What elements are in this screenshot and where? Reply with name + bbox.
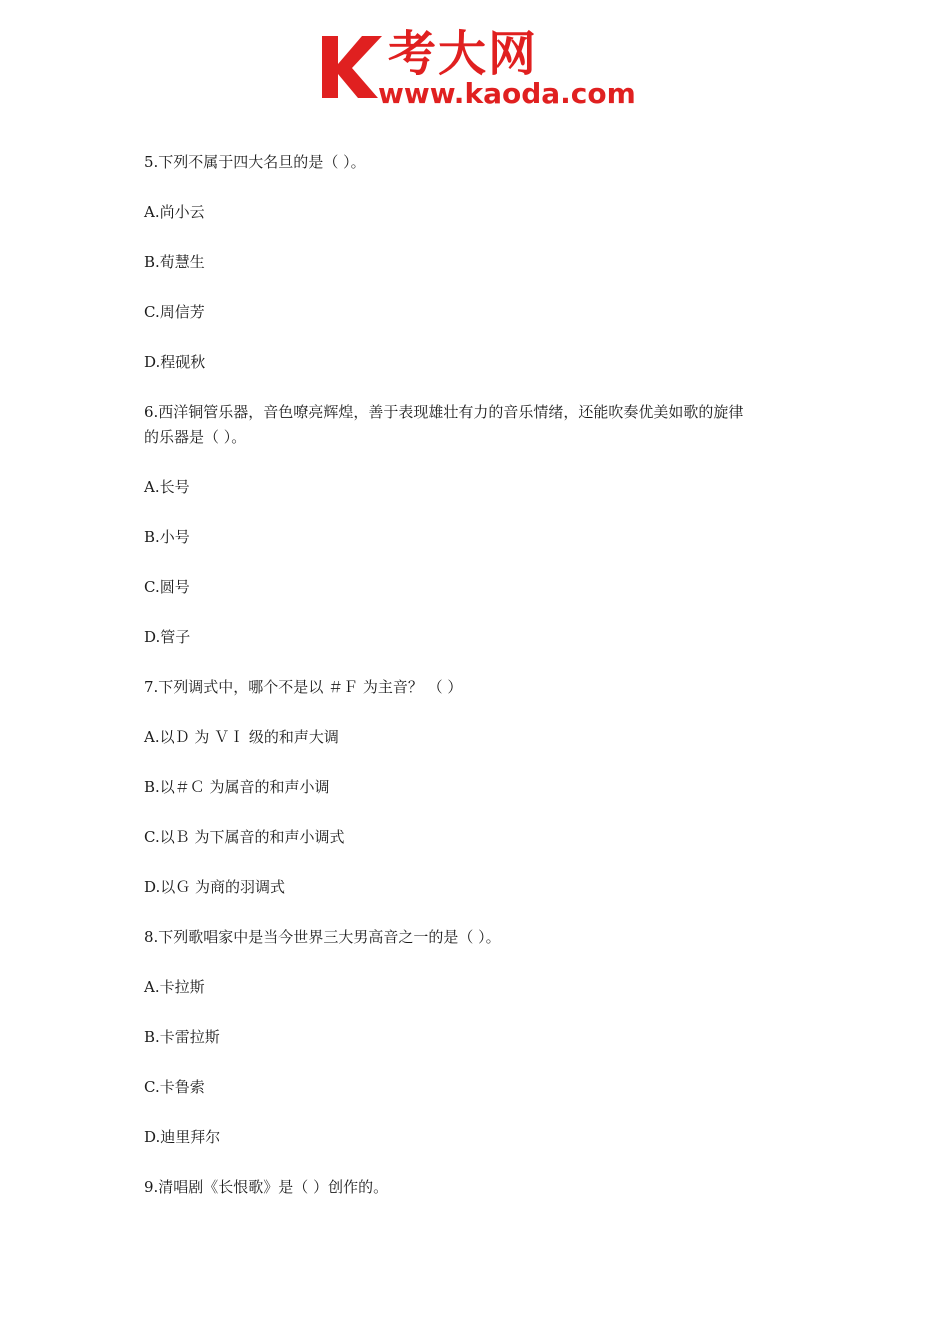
question-7-option-c: C.以Ｂ 为下属音的和声小调式 <box>144 828 345 846</box>
question-9-stem: 9.清唱剧《长恨歌》是（ ）创作的。 <box>144 1178 389 1196</box>
question-8-stem: 8.下列歌唱家中是当今世界三大男高音之一的是（ ）。 <box>144 928 501 946</box>
question-8-option-d: D.迪里拜尔 <box>144 1128 221 1146</box>
question-5-stem: 5.下列不属于四大名旦的是（ ）。 <box>144 153 366 171</box>
logo-name: 考大网 <box>388 26 539 82</box>
question-5-option-a: A.尚小云 <box>144 203 205 221</box>
question-6-option-c: C.圆号 <box>144 578 190 596</box>
question-6-option-a: A.长号 <box>144 478 190 496</box>
site-logo <box>318 26 638 110</box>
question-6-option-b: B.小号 <box>144 528 190 546</box>
question-8-option-c: C.卡鲁索 <box>144 1078 205 1096</box>
question-7-option-d: D.以Ｇ 为商的羽调式 <box>144 878 286 896</box>
question-7-option-b: B.以＃Ｃ 为属音的和声小调 <box>144 778 330 796</box>
question-list <box>144 150 824 1200</box>
question-7-stem: 7.下列调式中，哪个不是以 ＃Ｆ 为主音？ （ ） <box>144 678 463 696</box>
k-logo-icon <box>318 34 384 100</box>
question-5-option-d: D.程砚秋 <box>144 353 206 371</box>
logo-url: www.kaoda.com <box>378 77 636 110</box>
question-7-option-a: A.以Ｄ 为 ＶＩ 级的和声大调 <box>144 728 339 746</box>
question-6-option-d: D.管子 <box>144 628 191 646</box>
question-5-option-b: B.荀慧生 <box>144 253 205 271</box>
question-5-option-c: C.周信芳 <box>144 303 205 321</box>
question-8-option-b: B.卡雷拉斯 <box>144 1028 220 1046</box>
question-6-stem-line-1: 6.西洋铜管乐器，音色嘹亮辉煌，善于表现雄壮有力的音乐情绪，还能吹奏优美如歌的旋律 <box>144 403 744 421</box>
question-8-option-a: A.卡拉斯 <box>144 978 205 996</box>
question-6-stem-line-2: 的乐器是（ ）。 <box>144 428 247 446</box>
